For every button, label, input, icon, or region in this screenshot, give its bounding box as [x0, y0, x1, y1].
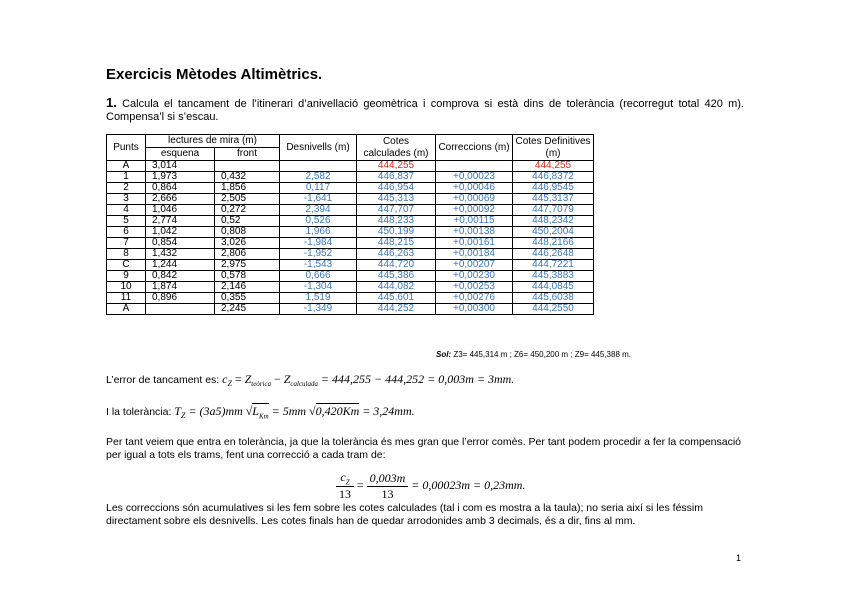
cell-correccio: +0,00207 [436, 260, 513, 271]
cell-correccio: +0,00300 [436, 304, 513, 315]
cell-definitiva: 444,0845 [513, 282, 594, 293]
cell-front: 2,806 [215, 249, 280, 260]
table-row [107, 282, 594, 293]
table-row [107, 249, 594, 260]
cell-punt: 2 [107, 183, 146, 194]
cell-definitiva: 444,255 [513, 161, 594, 172]
cell-definitiva: 446,9545 [513, 183, 594, 194]
cell-desnivell: -1,641 [280, 194, 357, 205]
cell-cota: 445,313 [357, 194, 436, 205]
cell-desnivell [280, 161, 357, 172]
cell-esquena: 2,774 [146, 216, 215, 227]
cell-definitiva: 447,7079 [513, 205, 594, 216]
table-row [107, 238, 594, 249]
table-row [107, 304, 594, 315]
cell-desnivell: -1,984 [280, 238, 357, 249]
tolerance-eq2: = 5mm [271, 404, 307, 418]
frac2-num: 0,003m [367, 471, 409, 487]
cell-correccio: +0,00230 [436, 271, 513, 282]
cell-cota: 450,199 [357, 227, 436, 238]
table-row [107, 271, 594, 282]
cell-esquena: 1,042 [146, 227, 215, 238]
cell-definitiva: 445,6038 [513, 293, 594, 304]
cell-correccio: +0,00138 [436, 227, 513, 238]
levelling-table [106, 134, 594, 315]
solution-label: Sol: [436, 350, 452, 359]
cell-punt: 3 [107, 194, 146, 205]
tolerance-l: L [252, 404, 259, 418]
cell-correccio: +0,00276 [436, 293, 513, 304]
cell-punt: 10 [107, 282, 146, 293]
formula-sub-z: Z [227, 379, 232, 389]
sqrt-icon: √ [245, 404, 253, 418]
cell-definitiva: 450,2004 [513, 227, 594, 238]
question-text [106, 96, 744, 124]
paragraph-tolerance: Per tant veiem que entra en tolerància, ja que la tolerància és mes gran que l’error comès. Per tant podem procedir a fer la compensació per igual a tots els trams, fent una correcció a cada tram de: [106, 436, 742, 461]
table-row [107, 172, 594, 183]
tolerance-sub-z: Z [180, 411, 186, 421]
question-number: 1. [106, 95, 117, 110]
tolerance-t: T [174, 404, 181, 418]
cell-cota: 447,707 [357, 205, 436, 216]
cell-cota: 444,082 [357, 282, 436, 293]
cell-cota: 446,837 [357, 172, 436, 183]
header-esquena: esquena [146, 148, 215, 161]
cell-desnivell: 1,966 [280, 227, 357, 238]
cell-desnivell: 0,526 [280, 216, 357, 227]
cell-definitiva: 445,3137 [513, 194, 594, 205]
cell-front: 0,52 [215, 216, 280, 227]
cell-correccio [436, 161, 513, 172]
cell-punt: 8 [107, 249, 146, 260]
cell-cota: 444,252 [357, 304, 436, 315]
formula-z-calculada: Z [283, 372, 291, 386]
paragraph-corrections: Les correccions són acumulatives si les fem sobre les cotes calculades (tal i com es mostra a la taula); no seria així si les féssim directament sobre els desnivells. Les cotes finals han de quedar arrodonides amb 3 decimals, és a dir, fins al mm. [106, 502, 703, 527]
frac2-den: 13 [381, 486, 394, 501]
header-punts: Punts [107, 135, 146, 161]
table-row [107, 183, 594, 194]
cell-definitiva: 448,2166 [513, 238, 594, 249]
cell-correccio: +0,00115 [436, 216, 513, 227]
cell-front: 0,578 [215, 271, 280, 282]
cell-punt: 9 [107, 271, 146, 282]
solution-note [436, 350, 631, 359]
solution-values: Z3= 445,314 m ; Z6= 450,200 m ; Z9= 445,388 m. [453, 350, 632, 359]
cell-punt: C [107, 260, 146, 271]
cell-definitiva: 448,2342 [513, 216, 594, 227]
cell-front: 2,505 [215, 194, 280, 205]
cell-desnivell: 1,519 [280, 293, 357, 304]
frac1-den: 13 [339, 487, 351, 502]
cell-front: 0,355 [215, 293, 280, 304]
cell-punt: 4 [107, 205, 146, 216]
cell-front: 2,245 [215, 304, 280, 315]
cell-cota: 444,255 [357, 161, 436, 172]
cell-esquena [146, 304, 215, 315]
cell-desnivell: 0,666 [280, 271, 357, 282]
cell-front [215, 161, 280, 172]
tolerance-root: 0,420Km [315, 404, 360, 418]
formula-rhs: = 444,255 − 444,252 = 0,003m = 3mm. [320, 372, 515, 386]
cell-correccio: +0,00161 [436, 238, 513, 249]
tolerance-label: I la tolerància: [106, 406, 172, 418]
frac1-num-sub: Z [345, 478, 350, 487]
header-lectures: lectures de mira (m) [146, 135, 280, 148]
header-desnivells: Desnivells (m) [280, 135, 357, 161]
frac1-num: c [340, 470, 346, 484]
table-row [107, 216, 594, 227]
cell-punt: A [107, 161, 146, 172]
cell-desnivell: -1,543 [280, 260, 357, 271]
cell-cota: 446,954 [357, 183, 436, 194]
formula-c: c [222, 372, 228, 386]
cell-desnivell: -1,349 [280, 304, 357, 315]
cell-esquena: 1,973 [146, 172, 215, 183]
cell-cota: 444,720 [357, 260, 436, 271]
cell-correccio: +0,00092 [436, 205, 513, 216]
cell-front: 2,146 [215, 282, 280, 293]
cell-definitiva: 446,8372 [513, 172, 594, 183]
fraction-cz-13 [336, 470, 354, 502]
tolerance-mid: = (3a5)mm [188, 404, 243, 418]
cell-correccio: +0,00023 [436, 172, 513, 183]
closure-error-label: L’error de tancament es: [106, 374, 220, 386]
table-row [107, 293, 594, 304]
cell-desnivell: 2,582 [280, 172, 357, 183]
tolerance-line [106, 404, 415, 420]
formula-z-teorica: Z [244, 372, 252, 386]
cell-definitiva: 444,2550 [513, 304, 594, 315]
cell-punt: 5 [107, 216, 146, 227]
page-number: 1 [736, 553, 742, 563]
cell-front: 0,272 [215, 205, 280, 216]
cell-esquena: 0,842 [146, 271, 215, 282]
correction-rhs: = 0,00023m = 0,23mm. [411, 477, 526, 492]
cell-esquena: 1,046 [146, 205, 215, 216]
tolerance-sub-km: Km [258, 412, 269, 421]
cell-desnivell: -1,304 [280, 282, 357, 293]
cell-esquena: 0,864 [146, 183, 215, 194]
cell-correccio: +0,00069 [436, 194, 513, 205]
cell-punt: A [107, 304, 146, 315]
tolerance-result: = 3,24mm. [362, 404, 415, 418]
table-row [107, 194, 594, 205]
question-body: Calcula el tancament de l’itinerari d’anivellació geomètrica i comprova si està dins de tolerància (recorregut total 420 m). Compensa’l si s’escau. [106, 98, 744, 123]
table-row [107, 260, 594, 271]
cell-punt: 11 [107, 293, 146, 304]
cell-correccio: +0,00046 [436, 183, 513, 194]
formula-minus: − [274, 372, 281, 386]
cell-correccio: +0,00184 [436, 249, 513, 260]
cell-cota: 448,215 [357, 238, 436, 249]
cell-definitiva: 445,3883 [513, 271, 594, 282]
cell-esquena: 1,244 [146, 260, 215, 271]
cell-desnivell: 2,394 [280, 205, 357, 216]
cell-correccio: +0,00253 [436, 282, 513, 293]
fraction-0003-13 [367, 471, 409, 502]
closure-error-line [106, 372, 514, 388]
cell-esquena: 1,874 [146, 282, 215, 293]
cell-punt: 1 [107, 172, 146, 183]
cell-esquena: 2,666 [146, 194, 215, 205]
cell-punt: 7 [107, 238, 146, 249]
cell-definitiva: 444,7221 [513, 260, 594, 271]
cell-front: 0,432 [215, 172, 280, 183]
table-row [107, 205, 594, 216]
formula-eq: = [234, 372, 242, 386]
cell-esquena: 3,014 [146, 161, 215, 172]
header-cotes-definitives: Cotes Definitives (m) [513, 135, 594, 161]
cell-esquena: 0,896 [146, 293, 215, 304]
formula-sub-calculada: calculada [290, 380, 318, 389]
cell-cota: 445,386 [357, 271, 436, 282]
cell-cota: 445,601 [357, 293, 436, 304]
sqrt-icon-2: √ [309, 404, 316, 418]
cell-front: 0,808 [215, 227, 280, 238]
cell-front: 2,975 [215, 260, 280, 271]
cell-desnivell: -1,952 [280, 249, 357, 260]
cell-definitiva: 446,2648 [513, 249, 594, 260]
header-cotes-calculades: Cotes calculades (m) [357, 135, 436, 161]
cell-esquena: 1,432 [146, 249, 215, 260]
cell-punt: 6 [107, 227, 146, 238]
cell-cota: 446,263 [357, 249, 436, 260]
cell-cota: 448,233 [357, 216, 436, 227]
correction-formula: $\frac{c_Z}{13}$ = $\frac{0,003m}{13}$ = 0,00023m = 0,23mm. [336, 470, 525, 502]
cell-esquena: 0,854 [146, 238, 215, 249]
header-front: front [215, 148, 280, 161]
header-correccions: Correccions (m) [436, 135, 513, 161]
cell-desnivell: 0,117 [280, 183, 357, 194]
cell-front: 3,026 [215, 238, 280, 249]
formula-sub-teorica: teòrica [251, 380, 272, 389]
page-title: Exercicis Mètodes Altimètrics. [106, 66, 323, 83]
table-row [107, 161, 594, 172]
table-row [107, 227, 594, 238]
tolerance-l-root [252, 403, 269, 421]
cell-front: 1,856 [215, 183, 280, 194]
